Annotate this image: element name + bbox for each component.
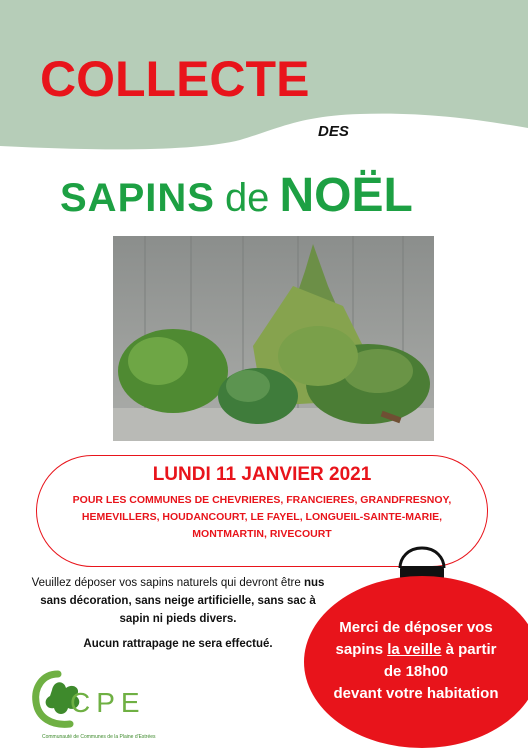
collection-date: LUNDI 11 JANVIER 2021: [152, 464, 372, 485]
no-catchup-text: Aucun rattrapage ne sera effectué.: [83, 638, 273, 650]
communes-line: HEMEVILLERS, HOUDANCOURT, LE FAYEL, LONGUEIL-SAINTE-MARIE,: [81, 511, 443, 523]
title-sapins-word: SAPINS: [60, 176, 215, 220]
title-collecte: COLLECTE: [40, 51, 310, 107]
christmas-trees-photo: [113, 236, 434, 441]
ornament-line: devant votre habitation: [333, 685, 499, 702]
title-de-word: de: [224, 176, 270, 220]
communes-line: MONTMARTIN, RIVECOURT: [192, 528, 332, 540]
ornament-line: Merci de déposer vos: [339, 619, 493, 636]
communes-line: POUR LES COMMUNES DE CHEVRIERES, FRANCIERES, GRANDFRESNOY,: [72, 494, 452, 506]
ornament-text-part: à partir: [441, 641, 497, 658]
ornament-message: [318, 617, 514, 705]
ornament-line: [318, 639, 514, 661]
instructions-part2: nus sans décoration, sans neige artificielle, sans sac à sapin ni pieds divers.: [40, 577, 325, 625]
instructions-text: [28, 574, 328, 628]
ornament-text-part: sapins: [335, 641, 388, 658]
instructions-part1: Veuillez déposer vos sapins naturels qui devront être: [31, 577, 304, 589]
ornament-line: de 18h00: [383, 663, 449, 680]
logo-caption: Communauté de Communes de la Plaine d'Estrées: [42, 734, 156, 740]
ccpe-logo: [30, 668, 156, 744]
title-des: DES: [318, 123, 349, 140]
title-sapins-de-noel: [60, 169, 413, 222]
ornament-text-underlined: la veille: [387, 641, 442, 658]
title-noel-word: NOËL: [279, 169, 413, 222]
communes-list: [67, 492, 457, 543]
logo-text: CPE: [70, 687, 146, 718]
